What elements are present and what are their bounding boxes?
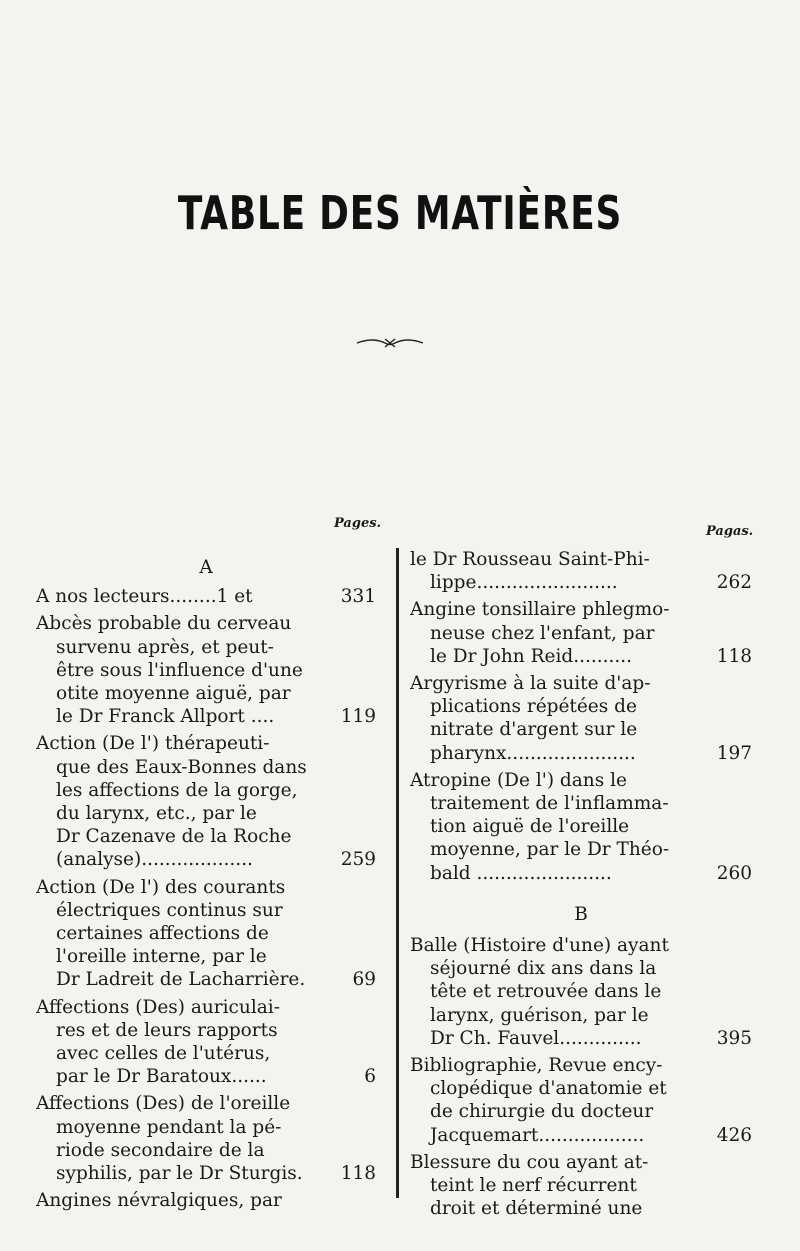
page-number: 426	[716, 1124, 752, 1146]
index-entry	[410, 1054, 752, 1147]
index-entry	[410, 598, 752, 668]
entry-line: Affections (Des) de l'oreille	[36, 1093, 291, 1115]
page-number: 331	[340, 586, 376, 608]
index-entry	[36, 612, 376, 728]
entry-line: 118 syphilis, par le Dr Sturgis.	[56, 1163, 376, 1185]
entry-line: tête et retrouvée dans le	[430, 981, 662, 1003]
entry-line: certaines affections de	[56, 923, 269, 945]
index-entry	[36, 585, 376, 608]
entry-line: 259 (analyse)...................	[56, 849, 376, 871]
entry-line: 395 Dr Ch. Fauvel..............	[430, 1027, 752, 1049]
entry-line: nitrate d'argent sur le	[430, 719, 638, 741]
entry-line: Blessure du cou ayant at-	[410, 1151, 649, 1173]
page-number: 395	[716, 1027, 752, 1049]
entry-line: tion aiguë de l'oreille	[430, 816, 630, 838]
entry-line: Angines névralgiques, par	[36, 1190, 282, 1212]
entry-line: que des Eaux-Bonnes dans	[56, 756, 307, 778]
entry-line: survenu après, et peut-	[56, 636, 274, 658]
entry-line: 197 pharynx......................	[430, 742, 752, 764]
entry-line: clopédique d'anatomie et	[430, 1078, 667, 1100]
index-entry	[36, 1189, 376, 1212]
entry-line: droit et déterminé une	[430, 1198, 643, 1220]
page-number: 118	[340, 1163, 376, 1185]
entry-line: les affections de la gorge,	[56, 779, 298, 801]
entry-line: 118 le Dr John Reid..........	[430, 645, 752, 667]
section-letter-a: A	[199, 557, 213, 578]
ornament-divider-icon	[355, 333, 425, 353]
entry-line: Action (De l') des courants	[36, 876, 286, 898]
entry-line: moyenne, par le Dr Théo-	[430, 839, 670, 861]
entry-line: 260 bald .......................	[430, 862, 752, 884]
entry-line: séjourné dix ans dans la	[430, 958, 657, 980]
entry-line: électriques continus sur	[56, 899, 283, 921]
index-entry	[36, 1092, 376, 1185]
entry-line: avec celles de l'utérus,	[56, 1043, 271, 1065]
page-number: 6	[364, 1066, 376, 1088]
entry-line: traitement de l'inflamma-	[430, 793, 669, 815]
entry-line: 119 le Dr Franck Allport ....	[56, 706, 376, 728]
entry-line: riode secondaire de la	[56, 1139, 265, 1161]
entry-line: Action (De l') thérapeuti-	[36, 733, 270, 755]
pages-label-left: Pages.	[334, 516, 382, 531]
entry-line: plications répétées de	[430, 696, 637, 718]
entry-line: 262 lippe........................	[430, 572, 752, 594]
entry-line: larynx, guérison, par le	[430, 1004, 649, 1026]
entry-line: l'oreille interne, par le	[56, 946, 267, 968]
entry-line: 69 Dr Ladreit de Lacharrière.	[56, 969, 376, 991]
page-title: TABLE DES MATIÈRES	[177, 186, 623, 240]
entry-line: 6 par le Dr Baratoux......	[56, 1066, 376, 1088]
entry-line: Argyrisme à la suite d'ap-	[410, 673, 651, 695]
entry-line: res et de leurs rapports	[56, 1019, 278, 1041]
index-entry	[410, 1151, 752, 1221]
entry-line: Bibliographie, Revue ency-	[410, 1055, 663, 1077]
entry-line: teint le nerf récurrent	[430, 1175, 637, 1197]
index-entry	[410, 934, 752, 1050]
column-divider	[396, 548, 399, 1198]
entry-line: 426 Jacquemart..................	[430, 1124, 752, 1146]
entry-line: de chirurgie du docteur	[430, 1101, 654, 1123]
index-entry	[36, 996, 376, 1089]
page-number: 119	[340, 706, 376, 728]
index-entry	[410, 672, 752, 765]
index-entry	[36, 876, 376, 992]
entry-line: otite moyenne aiguë, par	[56, 683, 291, 705]
entry-line: Affections (Des) auriculai-	[36, 996, 280, 1018]
entry-line: Angine tonsillaire phlegmo-	[410, 599, 670, 621]
entry-line: Atropine (De l') dans le	[410, 769, 627, 791]
pages-label-right: Pagas.	[706, 524, 754, 539]
entry-line: être sous l'influence d'une	[56, 659, 303, 681]
entry-line: moyenne pendant la pé-	[56, 1116, 282, 1138]
entry-line: Dr Cazenave de la Roche	[56, 826, 292, 848]
index-entry	[36, 732, 376, 871]
entry-line: du larynx, etc., par le	[56, 803, 257, 825]
page-number: 262	[716, 572, 752, 594]
entry-line: 331 A nos lecteurs........1 et	[36, 586, 376, 608]
page-number: 259	[340, 849, 376, 871]
page-number: 69	[352, 969, 376, 991]
page-number: 260	[716, 862, 752, 884]
page-number: 197	[716, 742, 752, 764]
index-entry	[410, 769, 752, 885]
entry-line: Balle (Histoire d'une) ayant	[410, 935, 669, 957]
right-column	[410, 548, 752, 1224]
index-entry	[410, 548, 752, 594]
page-number: 118	[716, 645, 752, 667]
entry-line: le Dr Rousseau Saint-Phi-	[410, 549, 650, 570]
entry-line: Abcès probable du cerveau	[36, 613, 292, 635]
entry-line: neuse chez l'enfant, par	[430, 622, 655, 644]
left-column	[36, 552, 376, 1216]
section-letter-b: B	[574, 903, 588, 925]
